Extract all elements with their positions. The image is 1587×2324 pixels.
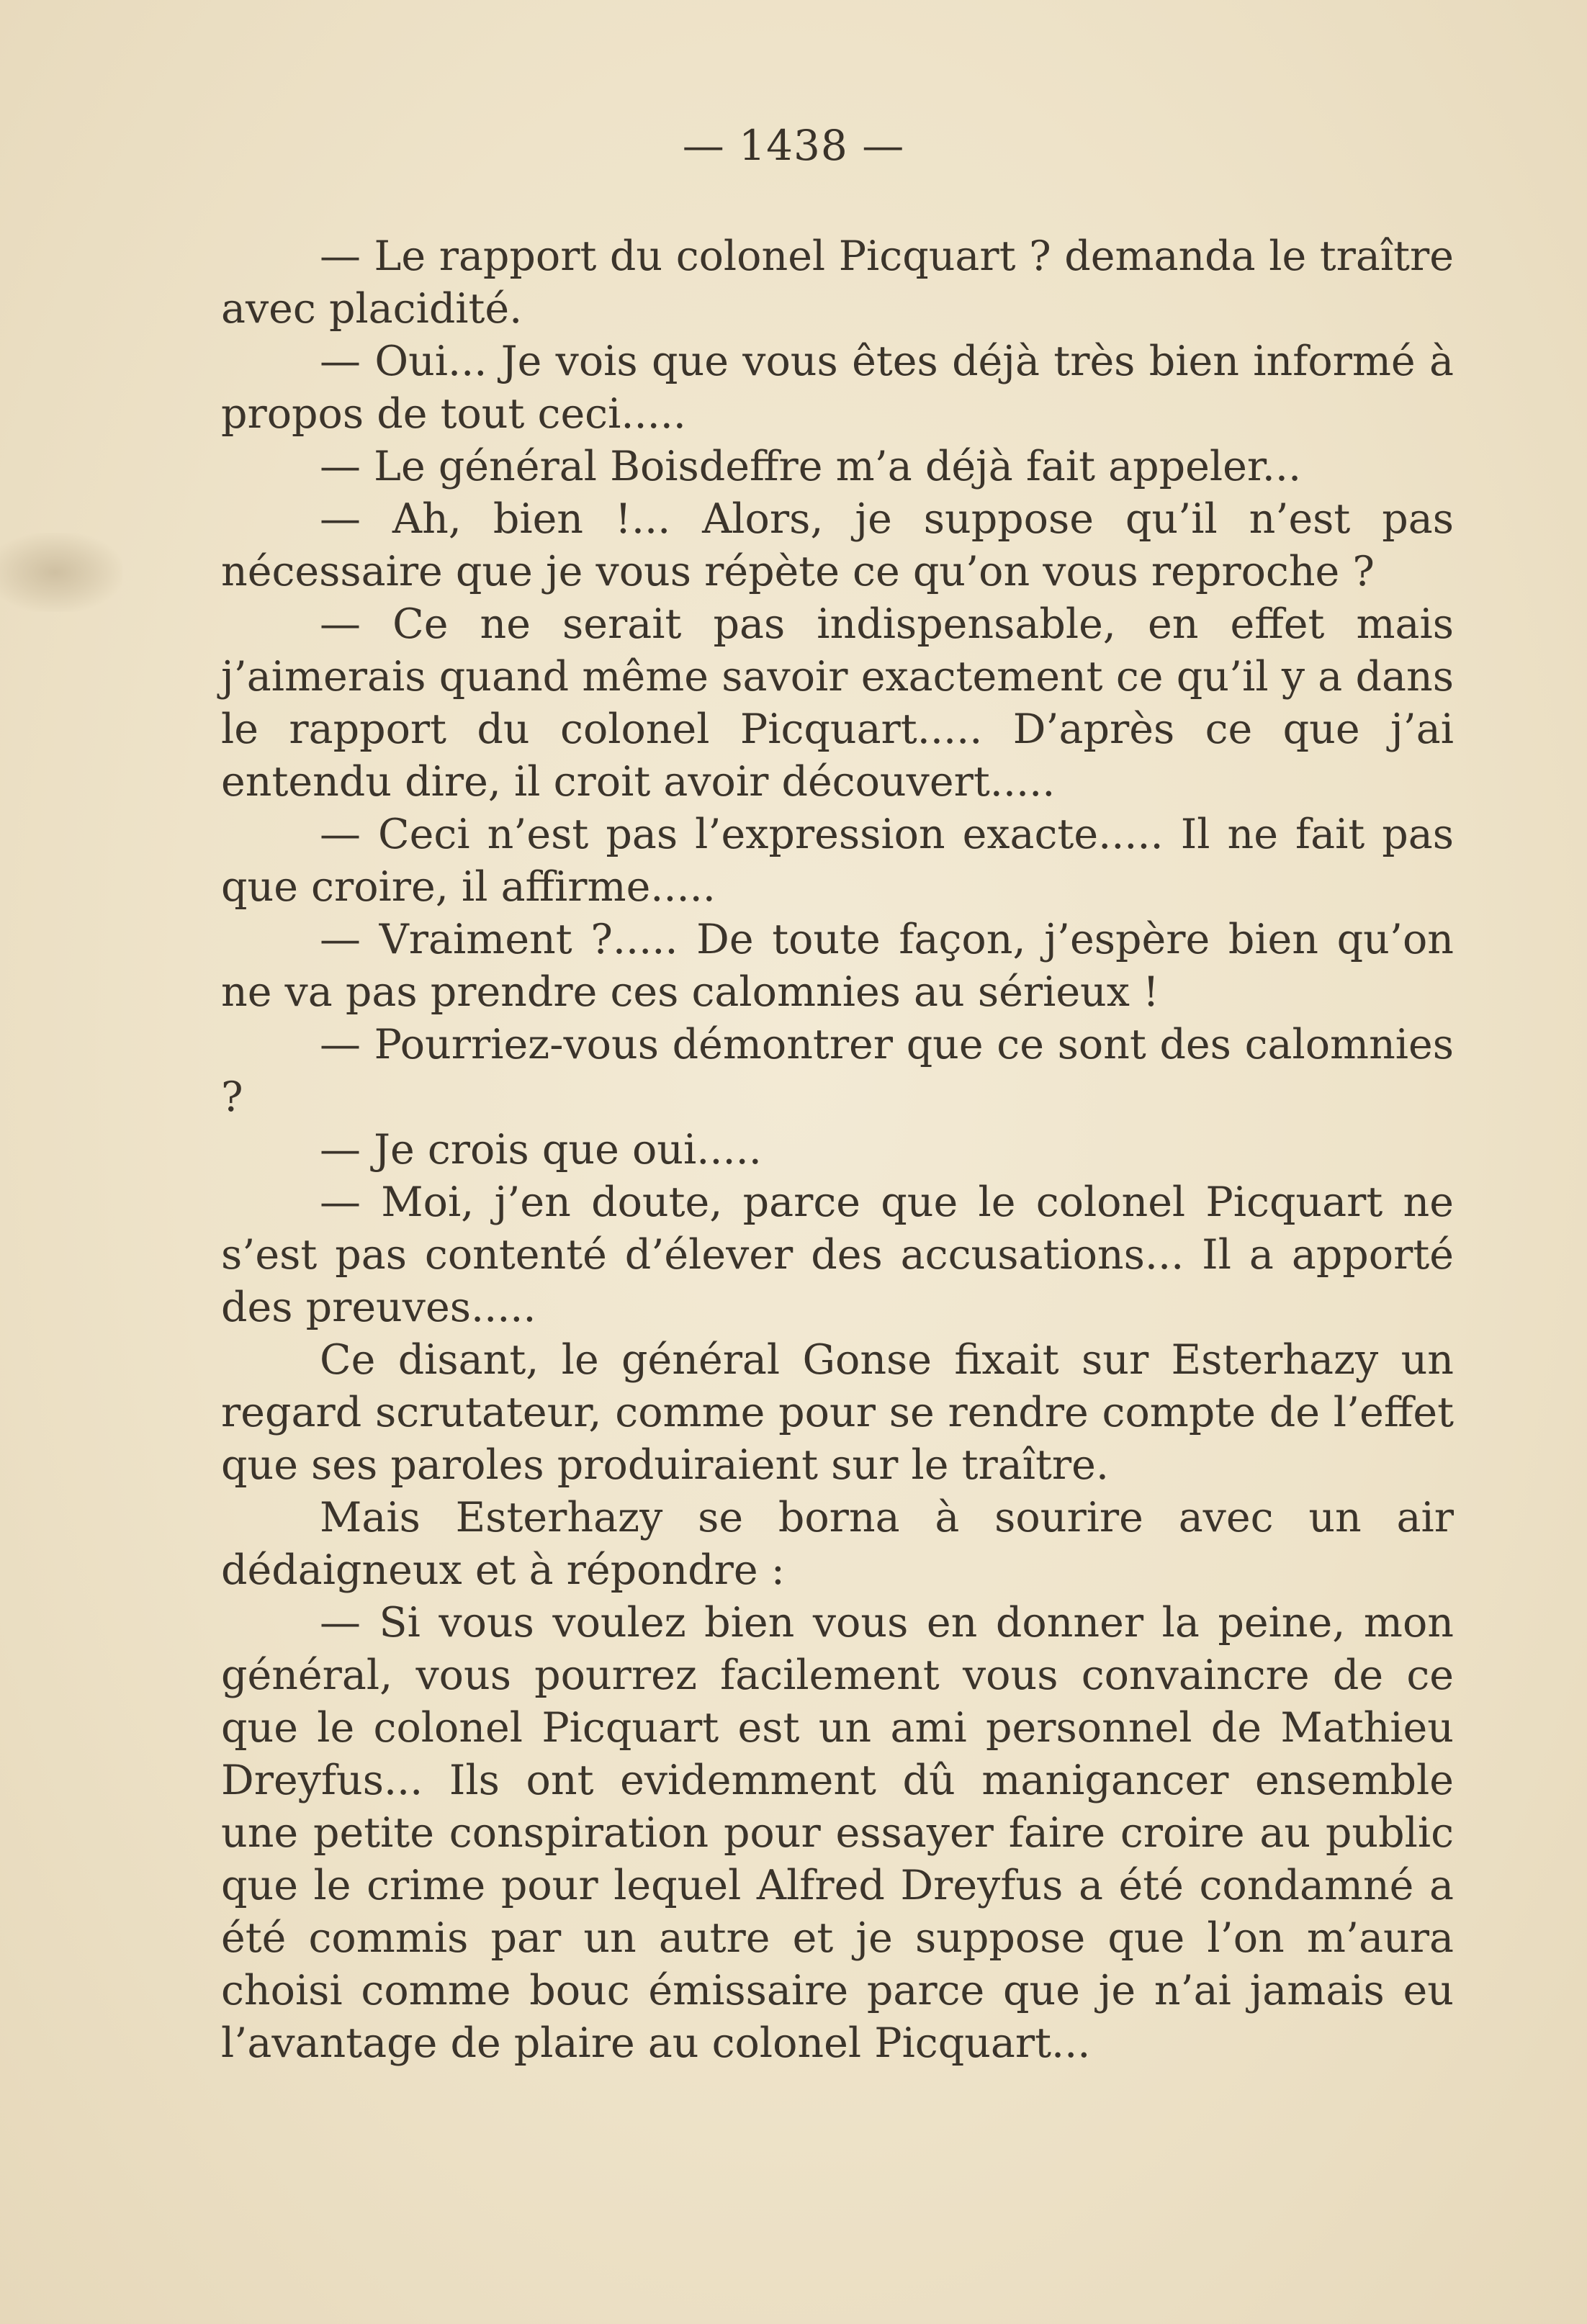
paper-stain: [0, 533, 122, 612]
page-number: — 1438 —: [682, 121, 905, 170]
body-text: [221, 230, 1454, 2070]
paragraph: — Je crois que oui.....: [320, 1126, 762, 1174]
paragraph: — Pourriez-vous démontrer que ce sont des calomnies ?: [221, 1021, 1454, 1121]
paragraph: — Ceci n’est pas l’expression exacte..... Il ne fait pas que croire, il affirme.....: [221, 811, 1454, 911]
paragraph: — Moi, j’en doute, parce que le colonel Picquart ne s’est pas contenté d’élever des accusations... Il a apporté des preuves.....: [221, 1179, 1454, 1331]
paragraph: Ce disant, le général Gonse fixait sur Esterhazy un regard scrutateur, comme pour se rendre compte de l’effet que ses paroles produiraient sur le traître.: [221, 1336, 1454, 1489]
paragraph: — Ah, bien !... Alors, je suppose qu’il n’est pas nécessaire que je vous répète ce qu’on vous reproche ?: [221, 495, 1454, 595]
paragraph: Mais Esterhazy se borna à sourire avec un air dédaigneux et à répondre :: [221, 1494, 1454, 1594]
paragraph: — Si vous voulez bien vous en donner la peine, mon général, vous pourrez facilement vous convaincre de ce que le colonel Picquart est un ami personnel de Mathieu Dreyfus... Ils ont evidemment dû manigancer ensemble une petite conspiration pour essayer faire croire au public que le crime pour lequel Alfred Dreyfus a été condamné a été commis par un autre et je suppose que l’on m’aura choisi comme bouc émissaire parce que je n’ai jamais eu l’avantage de plaire au colonel Picquart...: [221, 1599, 1454, 2067]
paragraph: — Oui... Je vois que vous êtes déjà très bien informé à propos de tout ceci.....: [221, 338, 1454, 438]
paragraph: — Vraiment ?..... De toute façon, j’espère bien qu’on ne va pas prendre ces calomnies au sérieux !: [221, 916, 1454, 1016]
paragraph: — Ce ne serait pas indispensable, en effet mais j’aimerais quand même savoir exactement ce qu’il y a dans le rapport du colonel Picquart..... D’après ce que j’ai entendu dire, il croit avoir découvert.....: [221, 600, 1454, 806]
paragraph: — Le rapport du colonel Picquart ? demanda le traître avec placidité.: [221, 233, 1454, 333]
paragraph: — Le général Boisdeffre m’a déjà fait appeler...: [320, 443, 1302, 490]
